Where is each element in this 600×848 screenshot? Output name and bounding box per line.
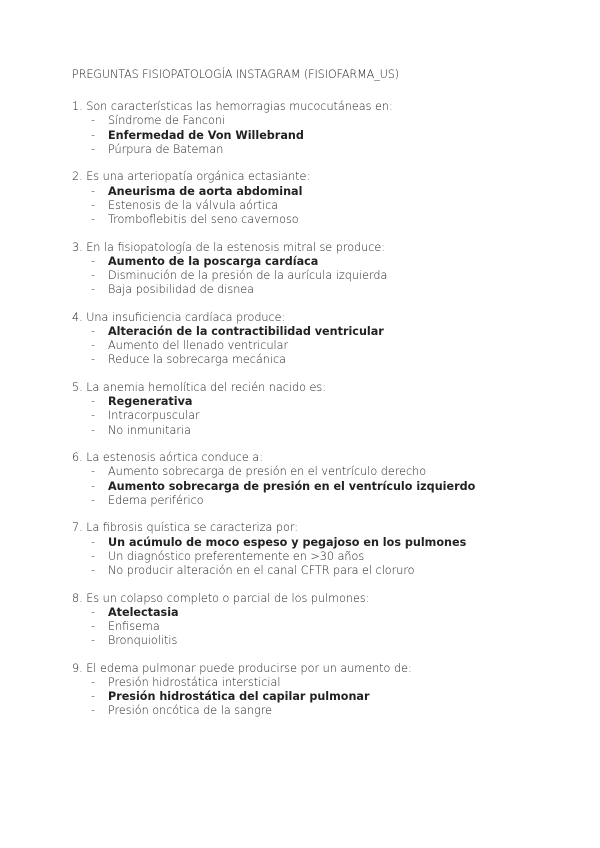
correct-answer-option — [72, 536, 552, 550]
bullet-dash: - — [91, 479, 96, 493]
bullet-dash: - — [91, 409, 96, 423]
answer-option — [72, 114, 552, 128]
bullet-dash: - — [91, 283, 96, 297]
question-text: 7. La fibrosis quística se caracteriza por: — [72, 521, 298, 535]
bullet-dash: - — [91, 254, 96, 268]
answer-option — [72, 283, 552, 297]
option-list — [72, 185, 552, 228]
bullet-dash: - — [91, 184, 96, 198]
option-text: Púrpura de Bateman — [108, 142, 224, 156]
document-page — [72, 68, 552, 732]
answer-option — [72, 620, 552, 634]
answer-option — [72, 494, 552, 508]
option-text: Aumento de la poscarga cardíaca — [108, 254, 319, 268]
bullet-dash: - — [91, 704, 96, 718]
option-text: Tromboflebitis del seno cavernoso — [108, 213, 299, 227]
option-text: Disminución de la presión de la aurícula izquierda — [108, 269, 388, 283]
option-text: No producir alteración en el canal CFTR para el cloruro — [108, 564, 415, 578]
option-list — [72, 536, 552, 579]
option-list — [72, 395, 552, 438]
correct-answer-option — [72, 255, 552, 269]
bullet-dash: - — [91, 128, 96, 142]
bullet-dash: - — [91, 690, 96, 704]
option-list — [72, 676, 552, 719]
option-text: Enfermedad de Von Willebrand — [108, 128, 304, 142]
document-title: PREGUNTAS FISIOPATOLOGÍA INSTAGRAM (FISIOFARMA_US) — [72, 68, 400, 81]
option-list — [72, 325, 552, 368]
option-text: No inmunitaria — [108, 423, 191, 437]
answer-option — [72, 213, 552, 227]
option-text: Síndrome de Fanconi — [108, 114, 226, 128]
bullet-dash: - — [91, 114, 96, 128]
question-block — [72, 662, 552, 719]
question-block — [72, 592, 552, 649]
answer-option — [72, 634, 552, 648]
bullet-dash: - — [91, 395, 96, 409]
bullet-dash: - — [91, 493, 96, 507]
question-block — [72, 241, 552, 298]
answer-option — [72, 424, 552, 438]
answer-option — [72, 199, 552, 213]
answer-option — [72, 143, 552, 157]
option-text: Atelectasia — [108, 605, 179, 619]
option-list — [72, 255, 552, 298]
option-text: Un diagnóstico preferentemente en >30 años — [108, 549, 365, 563]
option-text: Estenosis de la válvula aórtica — [108, 198, 279, 212]
correct-answer-option — [72, 480, 552, 494]
question-block — [72, 100, 552, 157]
bullet-dash: - — [91, 339, 96, 353]
answer-option — [72, 465, 552, 479]
option-list — [72, 465, 552, 508]
bullet-dash: - — [91, 325, 96, 339]
bullet-dash: - — [91, 465, 96, 479]
option-text: Alteración de la contractibilidad ventricular — [108, 325, 384, 339]
option-text: Reduce la sobrecarga mecánica — [108, 353, 286, 367]
option-list — [72, 114, 552, 157]
bullet-dash: - — [91, 564, 96, 578]
question-text: 1. Son características las hemorragias mucocutáneas en: — [72, 100, 393, 114]
correct-answer-option — [72, 129, 552, 143]
question-block — [72, 521, 552, 578]
bullet-dash: - — [91, 142, 96, 156]
answer-option — [72, 353, 552, 367]
option-text: Un acúmulo de moco espeso y pegajoso en los pulmones — [108, 535, 467, 549]
option-text: Aumento sobrecarga de presión en el ventrículo izquierdo — [108, 479, 476, 493]
question-text: 8. Es un colapso completo o parcial de los pulmones: — [72, 591, 370, 605]
answer-option — [72, 564, 552, 578]
option-text: Aumento del llenado ventricular — [108, 339, 289, 353]
option-text: Aumento sobrecarga de presión en el ventrículo derecho — [108, 465, 427, 479]
bullet-dash: - — [91, 605, 96, 619]
option-list — [72, 606, 552, 649]
bullet-dash: - — [91, 634, 96, 648]
answer-option — [72, 409, 552, 423]
bullet-dash: - — [91, 620, 96, 634]
question-block — [72, 170, 552, 227]
answer-option — [72, 676, 552, 690]
option-text: Aneurisma de aorta abdominal — [108, 184, 303, 198]
correct-answer-option — [72, 325, 552, 339]
option-text: Presión hidrostática intersticial — [108, 676, 281, 690]
answer-option — [72, 269, 552, 283]
question-text: 3. En la fisiopatología de la estenosis mitral se produce: — [72, 240, 386, 254]
option-text: Edema periférico — [108, 493, 204, 507]
question-block — [72, 311, 552, 368]
option-text: Regenerativa — [108, 395, 193, 409]
correct-answer-option — [72, 395, 552, 409]
bullet-dash: - — [91, 353, 96, 367]
question-block — [72, 451, 552, 508]
bullet-dash: - — [91, 676, 96, 690]
correct-answer-option — [72, 606, 552, 620]
option-text: Enfisema — [108, 620, 160, 634]
bullet-dash: - — [91, 269, 96, 283]
bullet-dash: - — [91, 535, 96, 549]
answer-option — [72, 550, 552, 564]
option-text: Presión hidrostática del capilar pulmonar — [108, 690, 370, 704]
answer-option — [72, 339, 552, 353]
question-list — [72, 100, 552, 718]
question-text: 5. La anemia hemolítica del recién nacido es: — [72, 381, 326, 395]
question-text: 9. El edema pulmonar puede producirse por un aumento de: — [72, 661, 412, 675]
bullet-dash: - — [91, 198, 96, 212]
option-text: Presión oncótica de la sangre — [108, 704, 272, 718]
bullet-dash: - — [91, 423, 96, 437]
question-text: 6. La estenosis aórtica conduce a: — [72, 451, 263, 465]
correct-answer-option — [72, 185, 552, 199]
option-text: Bronquiolitis — [108, 634, 178, 648]
correct-answer-option — [72, 690, 552, 704]
bullet-dash: - — [91, 213, 96, 227]
answer-option — [72, 704, 552, 718]
question-block — [72, 381, 552, 438]
question-text: 2. Es una arteriopatía orgánica ectasiante: — [72, 170, 311, 184]
option-text: Baja posibilidad de disnea — [108, 283, 255, 297]
bullet-dash: - — [91, 549, 96, 563]
question-text: 4. Una insuficiencia cardíaca produce: — [72, 310, 286, 324]
option-text: Intracorpuscular — [108, 409, 200, 423]
